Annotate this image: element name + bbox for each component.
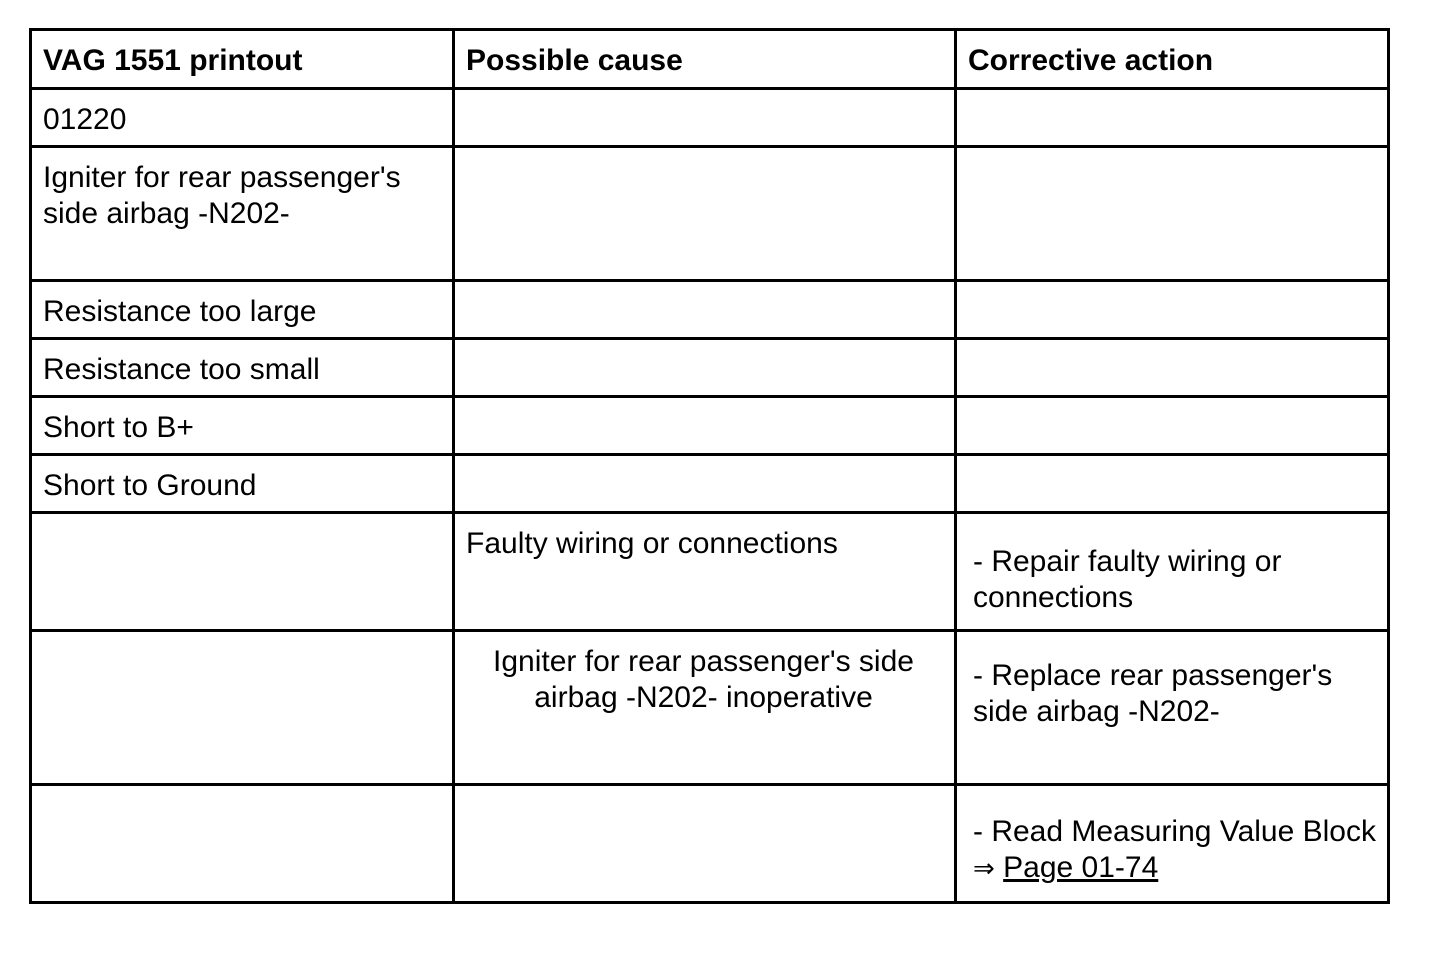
table-row	[31, 513, 1389, 631]
cause-cell	[454, 281, 956, 339]
action-cell	[956, 147, 1389, 281]
table-row	[31, 397, 1389, 455]
header-row	[31, 30, 1389, 89]
cause-cell	[454, 455, 956, 513]
printout-cell	[31, 631, 454, 785]
action-cell	[956, 89, 1389, 147]
cause-cell	[454, 89, 956, 147]
printout-cell: Igniter for rear passenger's side airbag -N202-	[31, 147, 454, 281]
header-possible-cause: Possible cause	[454, 30, 956, 89]
action-cell	[956, 397, 1389, 455]
action-cell: - Replace rear passenger's side airbag -N202-	[956, 631, 1389, 785]
table-row	[31, 631, 1389, 785]
cause-cell	[454, 397, 956, 455]
action-cell	[956, 785, 1389, 903]
printout-cell: 01220	[31, 89, 454, 147]
header-printout: VAG 1551 printout	[31, 30, 454, 89]
action-cell	[956, 455, 1389, 513]
action-cell	[956, 339, 1389, 397]
table-row	[31, 281, 1389, 339]
action-text: - Read Measuring Value Block	[973, 815, 1376, 848]
page-reference-link[interactable]: Page 01-74	[1003, 851, 1159, 884]
printout-cell: Resistance too small	[31, 339, 454, 397]
action-cell: - Repair faulty wiring or connections	[956, 513, 1389, 631]
cause-cell: Faulty wiring or connections	[454, 513, 956, 631]
table-row	[31, 785, 1389, 903]
printout-cell	[31, 513, 454, 631]
printout-cell: Short to Ground	[31, 455, 454, 513]
cause-cell	[454, 785, 956, 903]
table-row	[31, 147, 1389, 281]
fault-code-table	[29, 28, 1390, 904]
cause-cell: Igniter for rear passenger's side airbag -N202- inoperative	[454, 631, 956, 785]
table-row	[31, 339, 1389, 397]
printout-cell: Resistance too large	[31, 281, 454, 339]
action-cell	[956, 281, 1389, 339]
table-row	[31, 455, 1389, 513]
cause-cell	[454, 147, 956, 281]
printout-cell	[31, 785, 454, 903]
cause-cell	[454, 339, 956, 397]
right-arrow-icon: ⇒	[973, 854, 995, 884]
printout-cell: Short to B+	[31, 397, 454, 455]
table-row	[31, 89, 1389, 147]
header-corrective-action: Corrective action	[956, 30, 1389, 89]
